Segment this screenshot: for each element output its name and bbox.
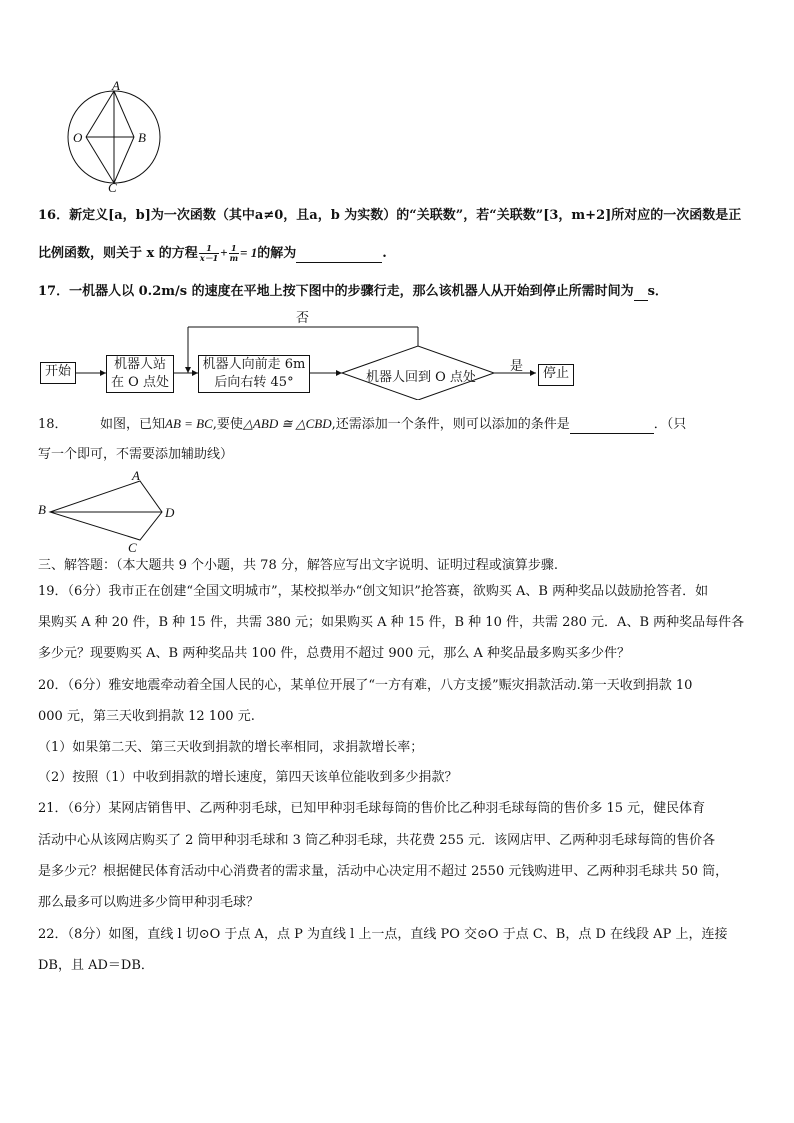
kite-label-c: C — [128, 540, 137, 555]
circle-figure — [36, 80, 166, 195]
q16-line1 — [38, 207, 741, 225]
kite-label-a: A — [132, 468, 140, 483]
q20-sub1: （1）如果第二天、第三天收到捐款的增长率相同，求捐款增长率； — [38, 740, 424, 755]
q18-answer-blank[interactable] — [570, 419, 654, 434]
q18-text-pre: 如图，已知 — [100, 417, 166, 432]
q19-line2: 果购买 A 种 20 件，B 种 15 件，共需 380 元；如果购买 A 种 15 件，B 种 10 件，共需 280 元．A、B 两种奖品每件各 — [38, 615, 745, 630]
circle-label-a: A — [112, 80, 120, 93]
q22-line1: 22．（8分）如图，直线 l 切⊙O 于点 A，点 P 为直线 l 上一点，直线 PO 交⊙O 于点 C、B，点 D 在线段 AP 上，连接 — [38, 927, 728, 942]
q18-congruence: △ABD ≅ △CBD — [242, 416, 332, 431]
q20-line1: 20．（6分）雅安地震牵动着全国人民的心，某单位开展了“一方有难，八方支援”赈灾捐款活动.第一天收到捐款 10 — [38, 678, 693, 693]
q18-line2 — [38, 446, 233, 464]
flow-decision-label: 机器人回到 O 点处 — [366, 370, 476, 385]
q22-line2: DB，且 AD＝DB． — [38, 958, 154, 973]
q16-text1: 新定义[a，b]为一次函数（其中a≠0，且a，b 为实数）的“关联数”，若“关联数”[3，m+2]所对应的一次函数是正 — [69, 208, 742, 223]
q18-text-end: ．（只 — [653, 417, 687, 432]
q17-number: 17． — [38, 284, 70, 299]
q21-line2: 活动中心从该网店购买了 2 筒甲种羽毛球和 3 筒乙种羽毛球，共花费 255 元．该网店甲、乙两种羽毛球每筒的售价各 — [38, 833, 716, 848]
q21-line1: 21．（6分）某网店销售甲、乙两种羽毛球，已知甲种羽毛球每筒的售价比乙种羽毛球每筒的售价多 15 元，健民体育 — [38, 801, 706, 816]
flow-start-box: 开始 — [40, 362, 76, 384]
q16-plus: + — [220, 245, 228, 260]
q18-number: 18． — [38, 417, 68, 432]
flow-no-label: 否 — [296, 311, 310, 326]
q16-fraction-1: $\frac{1}{x-1}$ — [199, 243, 219, 263]
q18-text-line2: 写一个即可，不需要添加辅助线） — [38, 447, 234, 462]
q21-line4: 那么最多可以购进多少筒甲种羽毛球？ — [38, 895, 260, 910]
q19-line1: 19．（6分）我市正在创建“全国文明城市”，某校拟举办“创文知识”抢答赛，欲购买 A、B 两种奖品以鼓励抢答者．如 — [38, 584, 709, 599]
q16-line2 — [38, 244, 387, 263]
kite-figure — [34, 468, 184, 558]
q16-number: 16． — [38, 208, 70, 223]
q18-line1 — [38, 415, 686, 434]
circle-label-b: B — [138, 130, 146, 145]
flow-stop-box: 停止 — [538, 364, 574, 386]
q16-text2-post: 的解为 — [257, 246, 297, 261]
q21-line3: 是多少元？根据健民体育活动中心消费者的需求量，活动中心决定用不超过 2550 元钱购进甲、乙两种羽毛球共 50 筒， — [38, 864, 729, 879]
q16-period: . — [382, 246, 387, 261]
q17-answer-blank[interactable] — [634, 286, 648, 301]
q16-answer-blank[interactable] — [296, 248, 382, 263]
circle-label-c: C — [108, 180, 117, 195]
q17-line — [38, 283, 668, 301]
flow-yes-label: 是 — [510, 359, 524, 374]
section3-heading: 三、解答题：（本大题共 9 个小题，共 78 分，解答应写出文字说明、证明过程或演算步骤. — [38, 558, 558, 573]
kite-label-b: B — [38, 502, 46, 517]
q20-sub2: （2）按照（1）中收到捐款的增长速度，第四天该单位能收到多少捐款？ — [38, 770, 458, 785]
q17-unit: s． — [647, 284, 668, 299]
flow-step2-box: 机器人向前走 6m 后向右转 45° — [198, 355, 310, 393]
q19-line3: 多少元？现要购买 A、B 两种奖品共 100 件，总费用不超过 900 元，那么 A 种奖品最多购买多少件？ — [38, 646, 631, 661]
q16-equals-one: = 1 — [240, 245, 258, 260]
q16-fraction-2: $\frac{1}{m}$ — [229, 243, 239, 263]
q20-line2: 000 元，第三天收到捐款 12 100 元. — [38, 709, 255, 724]
q17-text: 一机器人以 0.2m/s 的速度在平地上按下图中的步骤行走，那么该机器人从开始到停止所需时间为 — [69, 284, 634, 299]
kite-label-d: D — [165, 505, 175, 520]
flow-step1-box: 机器人站 在 O 点处 — [106, 355, 174, 393]
circle-label-o: O — [73, 130, 83, 145]
q18-text-mid: ,要使 — [212, 417, 243, 432]
q16-text2-pre: 比例函数，则关于 x 的方程 — [38, 246, 198, 261]
q18-text-post: ,还需添加一个条件，则可以添加的条件是 — [331, 417, 570, 432]
q18-condition: AB = BC — [165, 416, 213, 431]
